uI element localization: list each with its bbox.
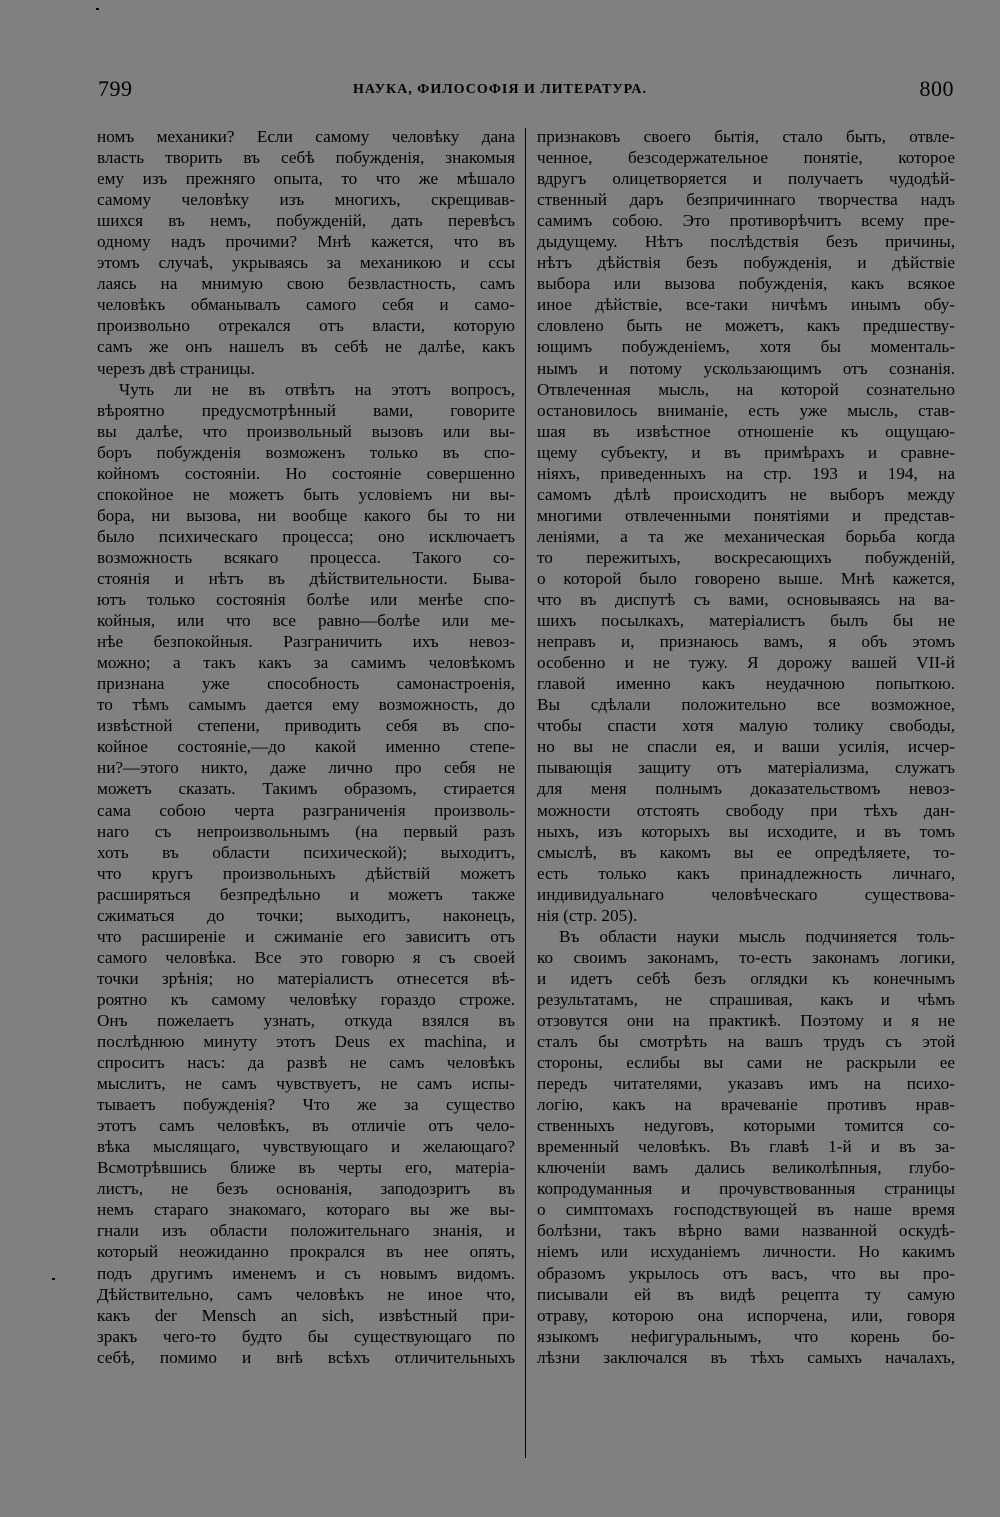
text-line: и идетъ себѣ безъ оглядки къ конечнымъ: [537, 968, 955, 988]
text-line: ченное, безсодержательное понятіе, которое: [537, 148, 955, 168]
text-line: писывали ей въ видѣ рецепта ту самую: [537, 1284, 955, 1304]
text-line: чтобы спасти хотя малую толику свободы,: [537, 716, 955, 736]
text-line: ныхъ, изъ которыхъ вы исходите, и въ томъ: [537, 821, 955, 841]
text-line: гнали изъ области положительнаго знанія, и: [97, 1221, 515, 1241]
text-line: самому человѣку изъ многихъ, скрещивав-: [97, 190, 515, 210]
text-line: койное состояніе,—до какой именно степе-: [97, 737, 515, 757]
text-line: смыслѣ, въ какомъ вы ее опредѣляете, то-: [537, 842, 955, 862]
text-line: но вы не спасли ея, и ваши усилія, исчер-: [537, 737, 955, 757]
text-line: шихъ посылкахъ, матеріалистъ былъ бы не: [537, 611, 955, 631]
text-line: ющимъ побужденіемъ, хотя бы моменталь-: [537, 337, 955, 357]
text-line: Онъ пожелаетъ узнать, откуда взялся въ: [97, 1010, 515, 1030]
scan-speck: [96, 8, 99, 10]
text-line: вы далѣе, что произвольный вызовъ или вы-: [97, 421, 515, 441]
running-head: НАУКА, ФИЛОСОФІЯ И ЛИТЕРАТУРА.: [353, 82, 647, 97]
text-line: возможность всякаго процесса. Такого со-: [97, 547, 515, 567]
page-number-right: 800: [919, 76, 954, 101]
text-line: ему изъ прежняго опыта, то что же мѣшало: [97, 169, 515, 189]
text-line: спокойное не можетъ быть условіемъ ни вы-: [97, 484, 515, 504]
text-line: ютъ только состоянія болѣе или менѣе спо-: [97, 590, 515, 610]
text-line: мыслитъ, не самъ чувствуетъ, не самъ испы-: [97, 1074, 515, 1094]
text-line: результатамъ, не спрашивая, какъ и чѣмъ: [537, 989, 955, 1009]
text-line: копродуманныя и прочувствованныя страницы: [537, 1179, 955, 1199]
text-line: боръ побужденія возможенъ только въ спо-: [97, 442, 515, 462]
text-line: стороны, еслибы вы сами не раскрыли ее: [537, 1053, 955, 1073]
text-line: листъ, не безъ основанія, заподозритъ въ: [97, 1179, 515, 1199]
text-line: временный человѣкъ. Въ главѣ 1-й и въ за-: [537, 1137, 955, 1157]
text-line: лѣзни заключался въ тѣхъ самыхъ началахъ,: [537, 1347, 955, 1367]
text-line: нѣе безпокойныя. Разграничить ихъ невоз-: [97, 632, 515, 652]
text-line: что кругъ произвольныхъ дѣйствій можетъ: [97, 863, 515, 883]
text-line: послѣднюю минуту этотъ Deus ex machina, и: [97, 1032, 515, 1052]
text-line: о которой было говорено выше. Мнѣ кажется,: [537, 568, 955, 588]
text-line: подъ другимъ именемъ и съ новымъ видомъ.: [97, 1263, 515, 1283]
text-line: этотъ самъ человѣкъ, въ отличіе отъ чело-: [97, 1116, 515, 1136]
left-column: [97, 126, 515, 1368]
text-line: вѣка мыслящаго, чувствующаго и желающаго?: [97, 1137, 515, 1157]
right-column: [537, 126, 955, 1368]
text-line: что расширеніе и сжиманіе его зависитъ отъ: [97, 926, 515, 946]
text-line: самомъ дѣлѣ происходитъ не выборъ между: [537, 484, 955, 504]
text-line: вдругъ олицетворяется и получаетъ чудодѣй-: [537, 169, 955, 189]
text-line: извѣстной степени, приводить себя въ спо-: [97, 716, 515, 736]
text-line: есть только какъ принадлежность личнаго,: [537, 863, 955, 883]
text-line: индивидуальнаго человѣческаго существова-: [537, 884, 955, 904]
text-line: леніями, а та же механическая борьба когда: [537, 526, 955, 546]
text-line: немъ стараго знакомаго, котораго вы же вы-: [97, 1200, 515, 1220]
text-line: пывающія защиту отъ матеріализма, служатъ: [537, 758, 955, 778]
text-line: нымъ и потому ускользающимъ отъ сознанія.: [537, 358, 955, 378]
text-line: щему субъекту, и въ примѣрахъ и сравне-: [537, 442, 955, 462]
text-line: Дѣйствительно, самъ человѣкъ не иное что,: [97, 1284, 515, 1304]
text-line: передъ читателями, указавъ имъ на психо-: [537, 1074, 955, 1094]
text-line: койномъ состояніи. Но состояніе совершенно: [97, 463, 515, 483]
text-line: иное дѣйствіе, все-таки ничѣмъ инымъ обу-: [537, 295, 955, 315]
page-number-left: 799: [98, 76, 133, 101]
text-line: номъ механики? Если самому человѣку дана: [97, 127, 515, 146]
text-line: черезъ двѣ страницы.: [97, 358, 255, 378]
text-line: нія (стр. 205).: [537, 905, 638, 925]
text-line: наго съ непроизвольнымъ (на первый разъ: [97, 821, 515, 841]
text-line: себѣ, помимо и внѣ всѣхъ отличительныхъ: [97, 1347, 515, 1367]
text-line: зракъ чего-то будто бы существующаго по: [97, 1326, 515, 1346]
text-line: образомъ укрылось отъ васъ, что вы про-: [537, 1263, 955, 1283]
scan-speck: [52, 1278, 55, 1280]
text-line: то тѣмъ самымъ дается ему возможность, до: [97, 695, 515, 715]
text-line: было психическаго процесса; оно исключаетъ: [97, 526, 515, 546]
text-line: точки зрѣнія; но матеріалистъ отнесется вѣ-: [97, 968, 515, 988]
text-line: о симптомахъ господствующей въ наше время: [537, 1200, 955, 1220]
text-line: ніяхъ, приведенныхъ на стр. 193 и 194, на: [537, 463, 955, 483]
text-line: ственныхъ недуговъ, которыми томится со-: [537, 1116, 955, 1136]
text-line: ственный даръ безпричиннаго творчества надъ: [537, 190, 955, 210]
text-line: хоть въ области психической); выходитъ,: [97, 842, 515, 862]
text-line: болѣзни, такъ вѣрно вами названной оскудѣ-: [537, 1221, 955, 1241]
text-line: шихся въ немъ, побужденій, дать перевѣсъ: [97, 211, 515, 231]
text-line: можно; а такъ какъ за самимъ человѣкомъ: [97, 653, 515, 673]
text-line: отраву, которою она испорчена, или, говоря: [537, 1305, 955, 1325]
text-line: ніемъ или исхуданіемъ личности. Но какимъ: [537, 1242, 955, 1262]
text-line: сама собою черта разграниченія произволь-: [97, 800, 515, 820]
text-line: койныя, или что все равно—болѣе или ме-: [97, 611, 515, 631]
text-line: Въ области науки мысль подчиняется толь-: [559, 926, 955, 946]
text-line: который неожиданно прокрался въ нее опять,: [97, 1242, 515, 1262]
text-line: роятно къ самому человѣку гораздо строже.: [97, 989, 515, 1009]
text-line: Отвлеченная мысль, на которой сознательно: [537, 379, 955, 399]
text-line: спроситъ насъ: да развѣ не самъ человѣкъ: [97, 1053, 515, 1073]
text-line: отзовутся они на практикѣ. Поэтому и я не: [537, 1010, 955, 1030]
text-line: для меня полнымъ доказательствомъ невоз-: [537, 779, 955, 799]
text-line: главой именно какъ неудачною попыткою.: [537, 674, 955, 694]
text-line: можетъ сказать. Такимъ образомъ, стирается: [97, 779, 515, 799]
column-rule: [525, 128, 526, 1458]
text-line: особенно и не тужу. Я дорожу вашей VII-й: [537, 653, 955, 673]
text-line: бора, ни вызова, ни вообще какого бы то ни: [97, 505, 515, 525]
text-line: самъ же онъ нашелъ въ себѣ не далѣе, какъ: [97, 337, 515, 357]
text-line: логію, какъ на врачеваніе противъ нрав-: [537, 1095, 955, 1115]
text-line: самимъ собою. Это противорѣчитъ всему пре-: [537, 211, 955, 231]
text-line: этомъ случаѣ, укрываясь за механикою и ссы: [97, 253, 515, 273]
text-line: то пережитыхъ, воскресающихъ побужденій,: [537, 547, 955, 567]
text-line: дыдущему. Нѣтъ послѣдствія безъ причины,: [537, 232, 955, 252]
text-line: остановилось вниманіе, есть уже мысль, став-: [537, 400, 955, 420]
text-line: неправъ и, признаюсь вамъ, я объ этомъ: [537, 632, 955, 652]
text-line: ко своимъ законамъ, то-есть законамъ логики,: [537, 947, 955, 967]
text-line: стоянія и нѣтъ въ дѣйствительности. Быва-: [97, 568, 515, 588]
text-line: расширяться безпредѣльно и можетъ также: [97, 884, 515, 904]
text-line: ключеніи вамъ дались великолѣпныя, глубо-: [537, 1158, 955, 1178]
text-line: Всмотрѣвшись ближе въ черты его, матеріа-: [97, 1158, 515, 1178]
text-line: нѣтъ дѣйствія безъ побужденія, и дѣйствіе: [537, 253, 955, 273]
text-line: языкомъ нефигуральнымъ, что корень бо-: [537, 1326, 955, 1346]
text-line: тываетъ побужденія? Что же за существо: [97, 1095, 515, 1115]
text-line: человѣкъ обманывалъ самого себя и само-: [97, 295, 515, 315]
text-line: лаясь на мнимую свою безвластность, самъ: [97, 274, 515, 294]
text-line: какъ der Mensch an sich, извѣстный при-: [97, 1305, 515, 1325]
text-line: выбора или вызова побужденія, какъ всякое: [537, 274, 955, 294]
text-line: словлено быть не можетъ, какъ предшеству-: [537, 316, 955, 336]
text-line: можности отстоять свободу при тѣхъ дан-: [537, 800, 955, 820]
text-line: признаковъ своего бытія, стало быть, отвле-: [537, 127, 955, 146]
text-line: власть творить въ себѣ побужденія, знакомыя: [97, 148, 515, 168]
text-line: Чуть ли не въ отвѣтъ на этотъ вопросъ,: [119, 379, 515, 399]
text-line: Вы сдѣлали положительно все возможное,: [537, 695, 955, 715]
text-line: произвольно отрекался отъ власти, которую: [97, 316, 515, 336]
text-line: ни?—этого никто, даже лично про себя не: [97, 758, 515, 778]
text-line: шая въ извѣстное отношеніе къ ощущаю-: [537, 421, 955, 441]
text-line: сталъ бы смотрѣть на вашъ трудъ съ этой: [537, 1032, 955, 1052]
text-line: одному надъ прочими? Мнѣ кажется, что въ: [97, 232, 515, 252]
text-line: самого человѣка. Все это говорю я съ своей: [97, 947, 515, 967]
text-line: многими отвлеченными понятіями и представ-: [537, 505, 955, 525]
text-line: признана уже способность самонастроенія,: [97, 674, 515, 694]
text-line: что въ диспутѣ съ вами, основываясь на ва-: [537, 590, 955, 610]
text-line: вѣроятно предусмотрѣнный вами, говорите: [97, 400, 515, 420]
text-line: сжиматься до точки; выходитъ, наконецъ,: [97, 905, 515, 925]
